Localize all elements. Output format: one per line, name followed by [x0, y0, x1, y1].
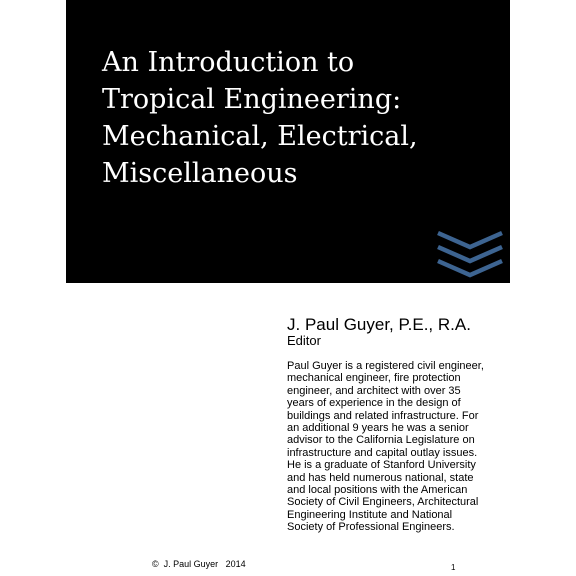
book-title: An Introduction to Tropical Engineering: Mechanical, Electrical, Miscellaneous — [102, 47, 418, 189]
author-role: Editor — [287, 333, 321, 348]
chevron-top — [438, 233, 502, 247]
page-number: 1 — [451, 563, 456, 572]
author-name: J. Paul Guyer, P.E., R.A. — [287, 315, 471, 334]
triple-chevron-down-icon — [437, 230, 503, 278]
copyright-notice: © J. Paul Guyer 2014 — [152, 559, 246, 569]
author-bio: Paul Guyer is a registered civil engineer, mechanical engineer, fire protection engineer, and architect with over 35 years of experience in the design of buildings and related infrastructure. For an additional 9 years he was a senior advisor to the California Legislature on infrastructure and capital outlay issues. He is a graduate of Stanford University and has held numerous national, state and local positions with the American Society of Civil Engineers, Architectural Engineering Institute and National Society of Professional Engineers. — [287, 360, 484, 534]
